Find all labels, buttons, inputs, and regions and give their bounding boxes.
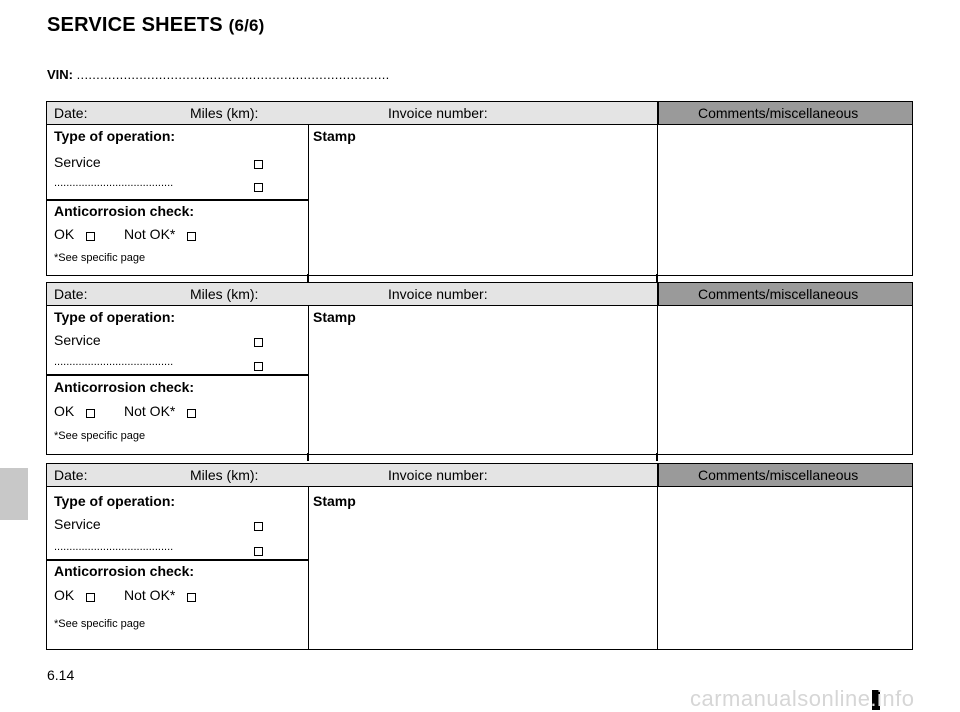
operation-column [47,306,309,454]
service-sheet-2 [46,282,913,455]
anticorrosion-label: Anticorrosion check: [54,203,195,219]
not-ok-label: Not OK* [124,587,176,603]
invoice-label: Invoice number: [388,286,488,302]
stamp-label: Stamp [313,493,356,509]
miles-label: Miles (km): [190,286,259,302]
title-text: SERVICE SHEETS [47,14,223,36]
comments-area[interactable] [658,306,912,454]
not-ok-checkbox[interactable] [187,232,196,241]
stamp-column [309,487,658,649]
ok-label: OK [54,226,75,242]
comments-label: Comments/miscellaneous [698,105,859,121]
other-operation-checkbox[interactable] [254,362,263,371]
page-number: 6.14 [47,667,75,683]
watermark: carmanualsonline.info [690,686,915,711]
other-operation-dots: ....................................... [54,356,174,368]
comments-area[interactable] [658,487,912,649]
other-operation-checkbox[interactable] [254,547,263,556]
anticorrosion-label: Anticorrosion check: [54,379,195,395]
ok-checkbox[interactable] [86,409,95,418]
not-ok-label: Not OK* [124,226,176,242]
anticorrosion-divider [47,199,308,201]
date-label: Date: [54,105,88,121]
service-checkbox[interactable] [254,522,263,531]
vin-label: VIN: [47,67,73,82]
sheet-body [47,125,912,275]
service-checkbox[interactable] [254,160,263,169]
stamp-label: Stamp [313,128,356,144]
stamp-column [309,306,658,454]
service-label: Service [54,516,101,532]
see-specific-note: *See specific page [54,252,146,264]
header-separator [657,464,659,486]
invoice-label: Invoice number: [388,105,488,121]
invoice-label: Invoice number: [388,467,488,483]
miles-label: Miles (km): [190,105,259,121]
sheet-gap [46,453,913,461]
not-ok-checkbox[interactable] [187,409,196,418]
comments-label: Comments/miscellaneous [698,467,859,483]
not-ok-checkbox[interactable] [187,593,196,602]
ok-checkbox[interactable] [86,593,95,602]
service-sheet-1 [46,101,913,276]
ok-checkbox[interactable] [86,232,95,241]
ok-label: OK [54,403,75,419]
not-ok-label: Not OK* [124,403,176,419]
stamp-column [309,125,658,275]
miles-label: Miles (km): [190,467,259,483]
sheet-body [47,487,912,649]
other-operation-checkbox[interactable] [254,183,263,192]
vin-dots: ................................................................................ [76,67,390,82]
vin-line [47,67,390,82]
sheet-gap [46,274,913,282]
comments-label: Comments/miscellaneous [698,286,859,302]
page-title [47,14,265,37]
section-tab [0,468,28,520]
operation-label: Type of operation: [54,309,176,325]
header-separator [657,283,659,305]
title-suffix: (6/6) [228,16,265,35]
date-label: Date: [54,286,88,302]
operation-column [47,487,309,649]
sheet-header [47,464,912,487]
date-label: Date: [54,467,88,483]
sheet-body [47,306,912,454]
other-operation-dots: ....................................... [54,541,174,553]
other-operation-dots: ....................................... [54,177,174,189]
see-specific-note: *See specific page [54,618,146,630]
operation-label: Type of operation: [54,493,176,509]
operation-column [47,125,309,275]
service-checkbox[interactable] [254,338,263,347]
stamp-label: Stamp [313,309,356,325]
service-label: Service [54,332,101,348]
comments-area[interactable] [658,125,912,275]
operation-label: Type of operation: [54,128,176,144]
header-separator [657,102,659,124]
anticorrosion-divider [47,559,308,561]
ok-label: OK [54,587,75,603]
service-sheet-3 [46,463,913,650]
service-label: Service [54,154,101,170]
sheet-header [47,283,912,306]
sheet-header [47,102,912,125]
anticorrosion-label: Anticorrosion check: [54,563,195,579]
anticorrosion-divider [47,374,308,376]
see-specific-note: *See specific page [54,430,146,442]
